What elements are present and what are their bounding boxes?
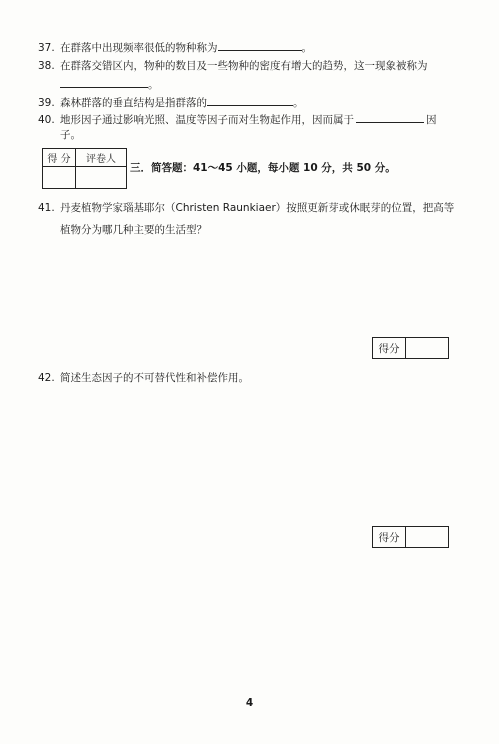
question-40: 40. 地形因子通过影响光照、温度等因子而对生物起作用，因而属于 因 (38, 114, 437, 126)
page-number: 4 (245, 697, 254, 709)
question-39: 39. 森林群落的垂直结构是指群落的 。 (38, 97, 304, 109)
grader-cell[interactable] (76, 167, 127, 189)
question-38-continuation: 。 (60, 77, 159, 92)
question-number: 37. (38, 42, 55, 54)
score-box (372, 337, 449, 359)
grader-table (42, 148, 127, 189)
score-label: 得分 (373, 527, 406, 548)
question-number: 40. (38, 114, 55, 126)
question-text: 在群落交错区内，物种的数目及一些物种的密度有增大的趋势，这一现象被称为 (60, 60, 428, 72)
question-text: 丹麦植物学家瑙基耶尔（Christen Raunkiaer）按照更新芽或休眠芽的位置，把高等 (60, 202, 455, 214)
question-text: 简述生态因子的不可替代性和补偿作用。 (60, 372, 249, 384)
answer-blank[interactable] (218, 40, 302, 51)
question-41 (38, 197, 454, 219)
score-cell[interactable] (406, 338, 449, 359)
question-number: 39. (38, 97, 55, 109)
question-text: 森林群落的垂直结构是指群落的 (60, 97, 207, 109)
section-3-heading: 三．简答题：41～45 小题，每小题 10 分，共 50 分。 (130, 162, 396, 174)
score-box (372, 526, 449, 548)
score-cell[interactable] (406, 527, 449, 548)
question-37: 37. 在群落中出现频率很低的物种称为 。 (38, 42, 312, 54)
answer-blank[interactable] (356, 112, 424, 123)
question-41-continuation: 植物分为哪几种主要的生活型？ (60, 224, 207, 236)
score-label: 得分 (373, 338, 406, 359)
answer-blank[interactable] (60, 77, 148, 88)
question-42 (38, 367, 249, 389)
score-header: 得 分 (43, 149, 76, 167)
question-text: 地形因子通过影响光照、温度等因子而对生物起作用，因而属于 (60, 114, 354, 126)
question-38 (38, 59, 458, 73)
score-cell[interactable] (43, 167, 76, 189)
question-number: 41. (38, 202, 55, 214)
question-number: 42. (38, 372, 55, 384)
question-text: 在群落中出现频率很低的物种称为 (60, 42, 218, 54)
grader-header: 评卷人 (76, 149, 127, 167)
question-40-continuation: 子。 (60, 129, 81, 141)
answer-blank[interactable] (207, 95, 293, 106)
question-number: 38. (38, 60, 55, 72)
